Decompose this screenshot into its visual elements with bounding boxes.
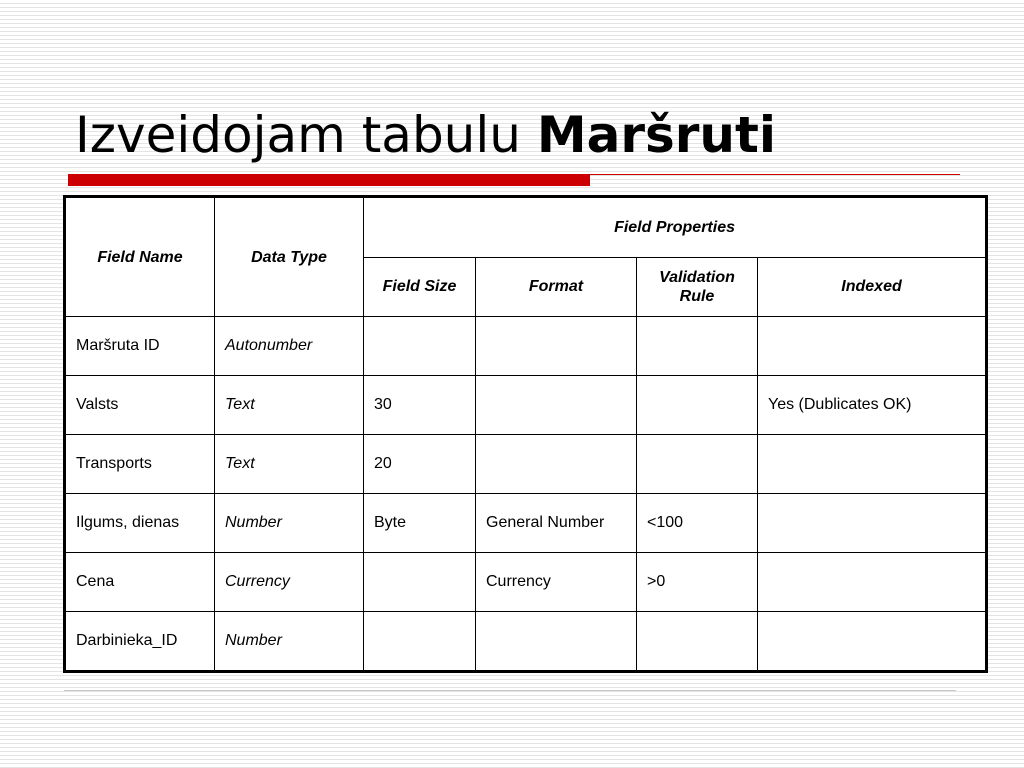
cell-validation-rule — [637, 435, 758, 494]
cell-indexed: Yes (Dublicates OK) — [758, 376, 987, 435]
cell-format — [476, 317, 637, 376]
slide-title — [75, 100, 776, 170]
cell-field-size — [364, 612, 476, 672]
header-data-type: Data Type — [215, 197, 364, 317]
cell-field-size: 30 — [364, 376, 476, 435]
table-row — [65, 612, 987, 672]
table-row — [65, 317, 987, 376]
cell-field-name: Darbinieka_ID — [65, 612, 215, 672]
cell-data-type: Currency — [215, 553, 364, 612]
field-properties-table — [63, 195, 988, 673]
header-format: Format — [476, 257, 637, 317]
table-row — [65, 494, 987, 553]
cell-indexed — [758, 435, 987, 494]
cell-format: Currency — [476, 553, 637, 612]
cell-data-type: Number — [215, 612, 364, 672]
cell-data-type: Text — [215, 376, 364, 435]
cell-validation-rule — [637, 376, 758, 435]
header-validation-rule: Validation Rule — [637, 257, 758, 317]
cell-validation-rule — [637, 612, 758, 672]
cell-validation-rule: >0 — [637, 553, 758, 612]
bottom-divider — [64, 690, 956, 691]
title-underline-red-bar — [68, 174, 590, 186]
table-row — [65, 553, 987, 612]
cell-format — [476, 376, 637, 435]
title-bold: Maršruti — [536, 106, 777, 164]
cell-format: General Number — [476, 494, 637, 553]
table-row — [65, 376, 987, 435]
cell-field-name: Ilgums, dienas — [65, 494, 215, 553]
header-field-properties: Field Properties — [364, 197, 987, 258]
header-field-size: Field Size — [364, 257, 476, 317]
title-underline-thin-line — [590, 174, 960, 175]
cell-validation-rule: <100 — [637, 494, 758, 553]
header-field-name: Field Name — [65, 197, 215, 317]
title-normal: Izveidojam tabulu — [75, 106, 537, 164]
cell-field-size — [364, 317, 476, 376]
cell-format — [476, 435, 637, 494]
cell-indexed — [758, 317, 987, 376]
cell-indexed — [758, 612, 987, 672]
table-header-row — [65, 197, 987, 258]
cell-data-type: Number — [215, 494, 364, 553]
cell-field-name: Cena — [65, 553, 215, 612]
cell-indexed — [758, 494, 987, 553]
cell-field-name: Maršruta ID — [65, 317, 215, 376]
cell-data-type: Text — [215, 435, 364, 494]
cell-indexed — [758, 553, 987, 612]
cell-field-name: Transports — [65, 435, 215, 494]
header-indexed: Indexed — [758, 257, 987, 317]
cell-field-name: Valsts — [65, 376, 215, 435]
cell-field-size — [364, 553, 476, 612]
table-row — [65, 435, 987, 494]
cell-field-size: 20 — [364, 435, 476, 494]
cell-field-size: Byte — [364, 494, 476, 553]
cell-data-type: Autonumber — [215, 317, 364, 376]
cell-format — [476, 612, 637, 672]
cell-validation-rule — [637, 317, 758, 376]
